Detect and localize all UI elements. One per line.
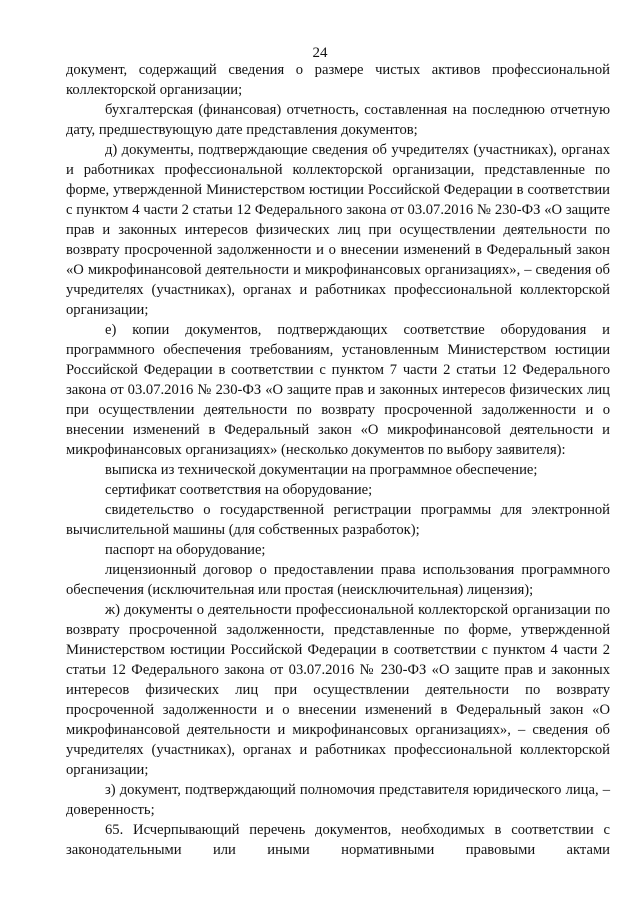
paragraph-net-assets-document: документ, содержащий сведения о размере чистых активов профессиональной коллекторской организации; [66, 62, 610, 98]
list-item-program-registration-certificate: свидетельство о государственной регистрации программы для электронной вычислительной машины (для собственных разработок); [66, 502, 610, 538]
paragraph-item-zh-activity-documents: ж) документы о деятельности профессиональной коллекторской организации по возврату просроченной задолженности, представленные по форме, утвержденной Министерством юстиции Российской Федерации в соответствии с пунктом 4 части 2 статьи 12 Федерального закона от 03.07.2016 № 230-ФЗ «О защите прав и законных интересов физических лиц при осуществлении деятельности по возврату просроченной задолженности и о внесении изменений в Федеральный закон «О микрофинансовой деятельности и микрофинансовых организациях», – сведения об учредителях (участниках), органах и работниках профессиональной коллекторской организации; [66, 602, 610, 778]
page-number: 24 [312, 45, 328, 61]
paragraph-item-e-equipment-copies: е) копии документов, подтверждающих соответствие оборудования и программного обеспечения требованиям, установленным Министерством юстиции Российской Федерации в соответствии с пунктом 7 части 2 статьи 12 Федерального закона от 03.07.2016 № 230-ФЗ «О защите прав и законных интересов физических лиц при осуществлении деятельности по возврату просроченной задолженности и о внесении изменений в Федеральный закон «О микрофинансовой деятельности и микрофинансовых организациях» (несколько документов по выбору заявителя): [66, 322, 610, 458]
list-item-equipment-certificate: сертификат соответствия на оборудование; [105, 482, 373, 498]
document-body [66, 60, 610, 860]
list-item-equipment-passport: паспорт на оборудование; [105, 542, 266, 558]
paragraph-item-z-power-of-attorney: з) документ, подтверждающий полномочия представителя юридического лица, – доверенность; [66, 782, 610, 818]
paragraph-accounting-statements: бухгалтерская (финансовая) отчетность, составленная на последнюю отчетную дату, предшествующую дате представления документов; [66, 102, 610, 138]
paragraph-65-exhaustive-list: 65. Исчерпывающий перечень документов, необходимых в соответствии с законодательными или иными нормативными правовыми актами [66, 822, 610, 858]
list-item-software-documentation: выписка из технической документации на программное обеспечение; [105, 462, 538, 478]
list-item-license-agreement: лицензионный договор о предоставлении права использования программного обеспечения (исключительная или простая (неисключительная) лицензия); [66, 562, 610, 598]
paragraph-item-d-founders-documents: д) документы, подтверждающие сведения об учредителях (участниках), органах и работниках профессиональной коллекторской организации, представленные по форме, утвержденной Министерством юстиции Российской Федерации в соответствии с пунктом 4 части 2 статьи 12 Федерального закона от 03.07.2016 № 230-ФЗ «О защите прав и законных интересов физических лиц при осуществлении деятельности по возврату просроченной задолженности и о внесении изменений в Федеральный закон «О микрофинансовой деятельности и микрофинансовых организациях», – сведения об учредителях (участниках), органах и работниках профессиональной коллекторской организации; [66, 142, 610, 318]
